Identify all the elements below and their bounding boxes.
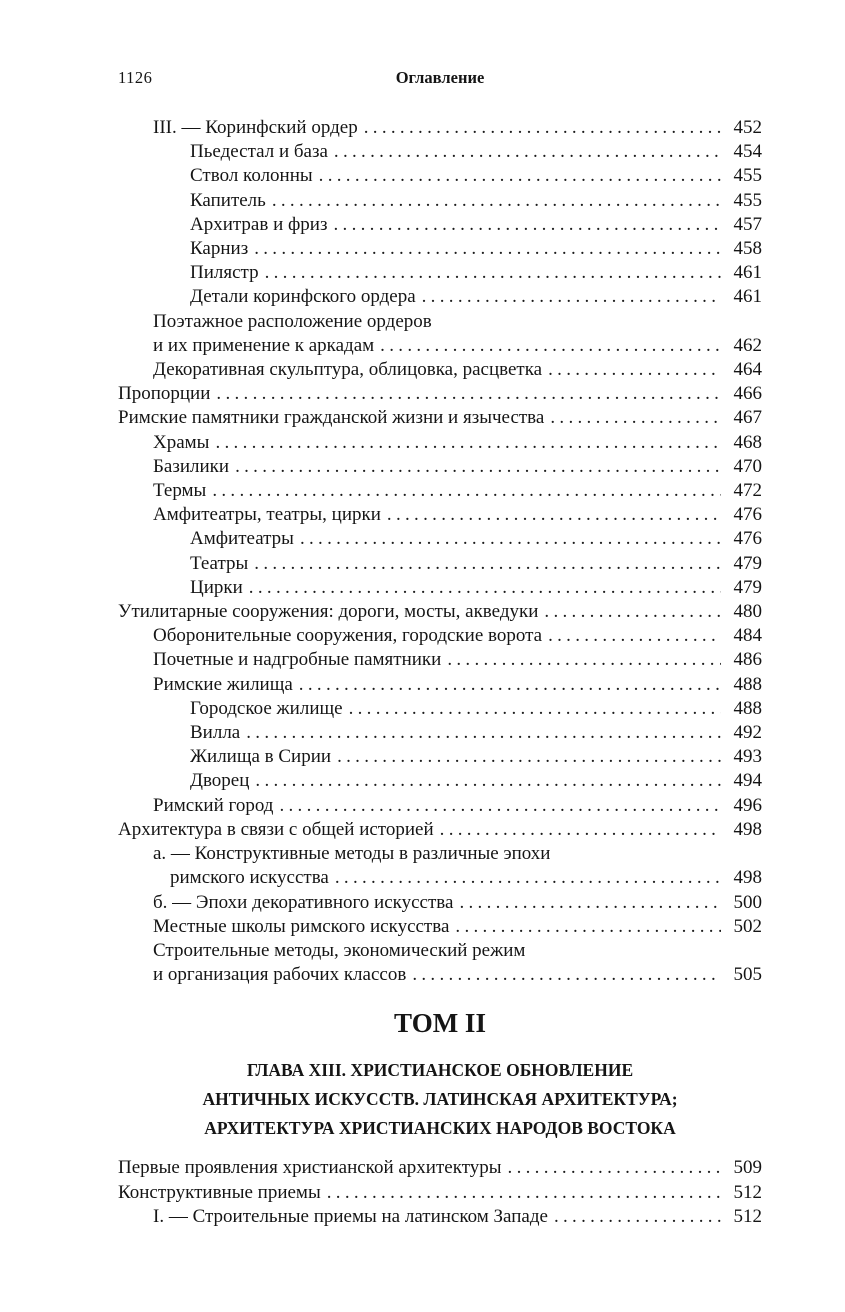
dot-leader <box>299 673 721 697</box>
toc-entry-title: Детали коринфского ордера <box>190 286 416 308</box>
toc-section-1 <box>118 116 762 987</box>
toc-row <box>118 116 762 140</box>
toc-row <box>118 697 762 721</box>
dot-leader <box>337 745 721 769</box>
dot-leader <box>508 1156 721 1180</box>
dot-leader <box>447 648 721 672</box>
toc-row <box>118 527 762 551</box>
toc-entry-title: Декоративная скульптура, облицовка, расцветка <box>153 359 543 381</box>
dot-leader <box>440 818 721 842</box>
toc-row <box>118 189 762 213</box>
toc-entry-title: Архитрав и фриз <box>190 213 328 235</box>
dot-leader <box>216 382 721 406</box>
dot-leader <box>455 915 721 939</box>
toc-entry-page: 479 <box>733 576 762 598</box>
toc-entry-title: Утилитарные сооружения: дороги, мосты, акведуки <box>118 601 539 623</box>
toc-entry-title: Пьедестал и база <box>190 141 328 163</box>
toc-entry-title: Строительные методы, экономический режим <box>153 939 526 961</box>
toc-entry-page: 464 <box>733 359 762 381</box>
dot-leader <box>215 431 721 455</box>
toc-entry-title: I. — Строительные приемы на латинском Западе <box>153 1205 548 1227</box>
toc-entry-title: и организация рабочих классов <box>153 964 407 986</box>
dot-leader <box>235 455 721 479</box>
toc-row <box>118 479 762 503</box>
toc-row <box>118 624 762 648</box>
toc-entry-title: Театры <box>190 552 249 574</box>
chapter-title-line: АНТИЧНЫХ ИСКУССТВ. ЛАТИНСКАЯ АРХИТЕКТУРА; <box>202 1089 678 1110</box>
toc-entry-page: 468 <box>733 431 762 453</box>
chapter-title-line: ГЛАВА XIII. ХРИСТИАНСКОЕ ОБНОВЛЕНИЕ <box>246 1060 634 1081</box>
toc-row <box>118 769 762 793</box>
toc-entry-page: 476 <box>733 504 762 526</box>
toc-entry-page: 496 <box>733 794 762 816</box>
toc-row <box>118 164 762 188</box>
toc-row <box>118 285 762 309</box>
toc-entry-page: 467 <box>733 407 762 429</box>
toc-entry-title: Карниз <box>190 238 249 260</box>
toc-row <box>118 140 762 164</box>
toc-entry-page: 452 <box>733 117 762 138</box>
toc-row <box>118 406 762 430</box>
toc-row <box>118 237 762 261</box>
toc-entry-title: б. — Эпохи декоративного искусства <box>153 891 454 913</box>
toc-entry-title: а. — Конструктивные методы в различные эпохи <box>153 843 551 865</box>
dot-leader <box>548 358 721 382</box>
toc-entry-page: 488 <box>733 697 762 719</box>
toc-row <box>118 382 762 406</box>
dot-leader <box>255 769 721 793</box>
toc-entry-page: 458 <box>733 238 762 260</box>
dot-leader <box>544 600 721 624</box>
toc-entry-title: Термы <box>153 480 207 502</box>
toc-entry-title: Оборонительные сооружения, городские ворота <box>153 625 543 647</box>
dot-leader <box>212 479 721 503</box>
dot-leader <box>550 406 721 430</box>
toc-entry-title: Почетные и надгробные памятники <box>153 649 442 671</box>
toc-row <box>118 1181 762 1205</box>
dot-leader <box>459 891 721 915</box>
toc-entry-page: 502 <box>733 915 762 937</box>
toc-entry-title: Цирки <box>190 576 243 598</box>
toc-entry-page: 484 <box>733 625 762 647</box>
toc-row <box>118 939 762 963</box>
toc-row <box>118 721 762 745</box>
toc-entry-title: Городское жилище <box>190 697 343 719</box>
toc-row <box>118 431 762 455</box>
toc-entry-title: Местные школы римского искусства <box>153 915 450 937</box>
toc-row <box>118 552 762 576</box>
toc-entry-title: Капитель <box>190 189 266 211</box>
toc-row <box>118 818 762 842</box>
toc-entry-page: 455 <box>733 165 762 187</box>
toc-row <box>118 576 762 600</box>
toc-row <box>118 358 762 382</box>
toc-row <box>118 213 762 237</box>
toc-entry-title: Архитектура в связи с общей историей <box>118 818 434 840</box>
toc-entry-page: 512 <box>733 1205 762 1227</box>
dot-leader <box>279 794 721 818</box>
page-number: 1126 <box>118 68 153 87</box>
running-title: Оглавление <box>395 68 485 87</box>
toc-entry-page: 455 <box>733 189 762 211</box>
toc-row <box>118 915 762 939</box>
toc-entry-title: Дворец <box>190 770 250 792</box>
dot-leader <box>333 213 721 237</box>
toc-entry-page: 454 <box>733 141 762 163</box>
toc-row <box>118 503 762 527</box>
toc-entry-title: Амфитеатры <box>190 528 294 550</box>
toc-row <box>118 673 762 697</box>
dot-leader <box>412 963 721 987</box>
toc-entry-title: Амфитеатры, театры, цирки <box>153 504 381 526</box>
dot-leader <box>249 576 721 600</box>
dot-leader <box>254 237 721 261</box>
toc-entry-title: Римские жилища <box>153 673 293 695</box>
toc-row <box>118 261 762 285</box>
toc-entry-title: Жилища в Сирии <box>190 746 332 768</box>
toc-entry-page: 457 <box>733 213 762 235</box>
toc-entry-page: 466 <box>733 383 762 405</box>
dot-leader <box>364 116 721 140</box>
dot-leader <box>548 624 721 648</box>
toc-entry-page: 500 <box>733 891 762 913</box>
toc-entry-title: Римские памятники гражданской жизни и язычества <box>118 407 545 429</box>
dot-leader <box>272 189 721 213</box>
dot-leader <box>254 552 721 576</box>
toc-entry-title: Храмы <box>153 431 210 453</box>
toc-entry-title: Пилястр <box>190 262 259 284</box>
dot-leader <box>335 866 721 890</box>
toc-entry-page: 462 <box>733 334 762 356</box>
toc-entry-title: III. — Коринфский ордер <box>153 117 358 138</box>
dot-leader <box>319 164 721 188</box>
toc-row <box>118 600 762 624</box>
dot-leader <box>334 140 721 164</box>
toc-entry-title: и их применение к аркадам <box>153 334 375 356</box>
toc-row <box>118 891 762 915</box>
page-header <box>118 68 762 90</box>
toc-entry-page: 461 <box>733 262 762 284</box>
toc-entry-page: 493 <box>733 746 762 768</box>
toc-row <box>118 963 762 987</box>
toc-section-2 <box>118 1156 762 1229</box>
toc-row <box>118 310 762 334</box>
toc-entry-page: 512 <box>733 1181 762 1203</box>
toc-entry-page: 480 <box>733 601 762 623</box>
toc-row <box>118 648 762 672</box>
volume-title: ТОМ II <box>394 1008 486 1039</box>
dot-leader <box>246 721 721 745</box>
dot-leader <box>349 697 721 721</box>
toc-entry-page: 498 <box>733 818 762 840</box>
dot-leader <box>300 527 721 551</box>
toc-row <box>118 334 762 358</box>
toc-entry-page: 476 <box>733 528 762 550</box>
dot-leader <box>265 261 721 285</box>
toc-row <box>118 1156 762 1180</box>
dot-leader <box>327 1181 721 1205</box>
toc-entry-page: 498 <box>733 867 762 889</box>
toc-row <box>118 842 762 866</box>
toc-entry-title: Конструктивные приемы <box>118 1181 321 1203</box>
toc-entry-title: Базилики <box>153 455 230 477</box>
toc-row <box>118 794 762 818</box>
toc-entry-page: 470 <box>733 455 762 477</box>
toc-entry-page: 479 <box>733 552 762 574</box>
chapter-title-line: АРХИТЕКТУРА ХРИСТИАНСКИХ НАРОДОВ ВОСТОКА <box>204 1118 676 1139</box>
chapter-title-block <box>118 1056 762 1143</box>
toc-entry-page: 486 <box>733 649 762 671</box>
toc-entry-page: 494 <box>733 770 762 792</box>
toc-entry-page: 461 <box>733 286 762 308</box>
toc-entry-page: 472 <box>733 480 762 502</box>
toc-entry-title: Первые проявления христианской архитектуры <box>118 1157 502 1179</box>
toc-entry-title: Римский город <box>153 794 274 816</box>
dot-leader <box>387 503 721 527</box>
dot-leader <box>380 334 721 358</box>
toc-entry-title: Поэтажное расположение ордеров <box>153 310 432 332</box>
toc-row <box>118 455 762 479</box>
toc-entry-title: Вилла <box>190 722 241 744</box>
toc-entry-title: Ствол колонны <box>190 165 313 187</box>
toc-entry-page: 505 <box>733 964 762 986</box>
toc-entry-page: 509 <box>733 1157 762 1179</box>
dot-leader <box>422 285 721 309</box>
toc-entry-title: Пропорции <box>118 383 211 405</box>
toc-entry-page: 488 <box>733 673 762 695</box>
toc-row <box>118 866 762 890</box>
dot-leader <box>554 1205 721 1229</box>
toc-entry-title: римского искусства <box>170 867 329 889</box>
toc-row <box>118 745 762 769</box>
toc-entry-page: 492 <box>733 722 762 744</box>
toc-row <box>118 1205 762 1229</box>
